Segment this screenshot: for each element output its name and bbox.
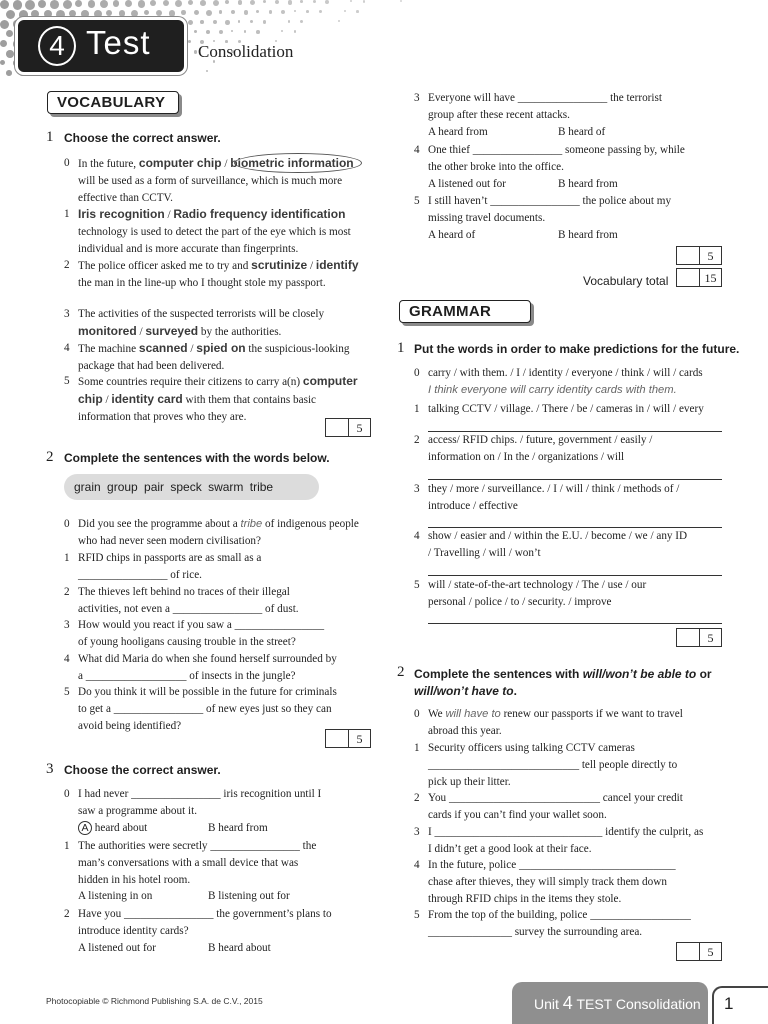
decorative-dot [0, 40, 7, 47]
decorative-dot [313, 0, 316, 3]
decorative-dot [150, 0, 156, 6]
decorative-dot [256, 10, 259, 13]
item-number: 1 [414, 403, 420, 415]
decorative-dot [6, 30, 13, 37]
decorative-dot [231, 10, 235, 14]
decorative-dot [213, 20, 217, 24]
score-max: 5 [707, 945, 714, 959]
item-number: 0 [414, 367, 420, 379]
decorative-dot [81, 10, 89, 18]
item-number: 0 [64, 157, 70, 169]
vocabulary-section-label: VOCABULARY [47, 91, 179, 114]
option-b[interactable]: heard about [218, 941, 271, 954]
item-text: group after these recent attacks. [428, 108, 570, 121]
item-number: 3 [64, 619, 70, 631]
item-text[interactable]: _______________ survey the surrounding area. [428, 925, 643, 938]
answer-line[interactable] [428, 418, 722, 432]
item-text: introduce identity cards? [78, 924, 189, 937]
item-text[interactable]: From the top of the building, police __________________ [428, 909, 691, 921]
decorative-dot [188, 40, 191, 43]
item-text: saw a programme about it. [78, 804, 197, 817]
score-box[interactable] [676, 628, 722, 647]
item-text: avoid being identified? [78, 719, 182, 732]
list-item [414, 824, 724, 858]
decorative-dot [88, 0, 96, 8]
decorative-dot [350, 0, 352, 2]
item-text: hidden in his hotel room. [78, 873, 191, 886]
example-answer: tribe [240, 518, 263, 530]
item-text: Some countries require their citizens to carry a(n) [78, 376, 303, 388]
decorative-dot [194, 30, 197, 33]
decorative-dot [188, 20, 193, 25]
title-text: Complete the sentences with [414, 667, 583, 681]
decorative-dot [219, 10, 223, 14]
answer-line[interactable] [428, 610, 722, 624]
decorative-dot [256, 30, 260, 34]
title-emphasis: will/won’t have to [414, 684, 514, 698]
list-item: 5 I still haven’t ________________ the police about my missing travel documents. A heard of B heard from [414, 193, 724, 243]
decorative-dot [38, 0, 46, 8]
item-text[interactable]: One thief ________________ someone passing by, while [428, 144, 685, 156]
decorative-dot [225, 0, 229, 4]
item-text[interactable]: In the future, police ____________________________ [428, 859, 676, 871]
decorative-dot [200, 0, 206, 6]
item-number: 2 [414, 792, 420, 804]
decorative-dot [194, 50, 198, 54]
option-a[interactable]: listening in on [88, 890, 153, 903]
decorative-dot [119, 10, 126, 17]
unit-number: 4 [562, 993, 573, 1013]
decorative-dot [275, 0, 279, 4]
item-text: The activities of the suspected terrorists will be closely [78, 308, 325, 320]
decorative-dot [206, 70, 208, 72]
item-number: 3 [64, 308, 70, 320]
exercise-title: Choose the correct answer. [64, 763, 221, 777]
decorative-dot [238, 0, 243, 5]
decorative-dot [294, 10, 296, 12]
option-b[interactable]: heard from [568, 177, 618, 190]
list-item [414, 432, 734, 466]
decorative-dot [263, 0, 266, 3]
decorative-dot [194, 10, 199, 15]
score-input[interactable] [677, 943, 700, 960]
decorative-dot [44, 10, 52, 18]
item-text: / Travelling / will / won’t [428, 546, 541, 559]
decorative-dot [100, 0, 108, 8]
page-number: 1 [712, 986, 768, 1024]
item-text: introduce / effective [428, 499, 518, 512]
exercise-title: Complete the sentences with the words below. [64, 451, 330, 465]
item-text: of indigenous people who had never seen modern civilisation? [78, 518, 359, 547]
item-text: RFID chips in passports are as small as a [78, 552, 262, 564]
decorative-dot [244, 10, 249, 15]
footer-text: TEST Consolidation [572, 996, 701, 1012]
item-text: the suspicious-looking package that had been delivered. [78, 343, 350, 372]
item-number: 5 [414, 195, 420, 207]
item-number: 2 [414, 434, 420, 446]
option-a[interactable]: scrutinize [251, 258, 308, 272]
item-text: chase after thieves, they will simply track them down [428, 875, 667, 888]
decorative-dot [300, 20, 303, 23]
decorative-dot [288, 0, 293, 5]
item-number: 0 [64, 518, 70, 530]
item-text: I didn’t get a good look at their face. [428, 842, 592, 855]
decorative-dot [50, 0, 59, 9]
option-a[interactable]: listened out for [438, 177, 506, 190]
item-text[interactable]: Have you ________________ the government’s plans to [78, 908, 332, 920]
option-b[interactable]: heard from [568, 228, 618, 241]
decorative-dot [106, 10, 112, 16]
decorative-dot [6, 50, 14, 58]
item-text: The thieves left behind no traces of their illegal [78, 586, 290, 598]
item-text[interactable]: The authorities were secretly ________________ the [78, 840, 317, 852]
score-input[interactable] [326, 730, 349, 747]
example-answer: I think everyone will carry identity cards with them. [428, 383, 677, 396]
score-input[interactable] [326, 419, 349, 436]
item-text: Security officers using talking CCTV cameras [428, 742, 635, 754]
decorative-dot [363, 0, 366, 3]
item-text: of young hooligans causing trouble in the street? [78, 635, 296, 648]
decorative-dot [338, 20, 340, 22]
item-text: through RFID chips in the items they stole. [428, 892, 622, 905]
score-box[interactable] [676, 942, 722, 961]
item-number: 4 [414, 859, 420, 871]
list-item [64, 684, 369, 734]
list-item [414, 481, 734, 515]
option-a[interactable]: listened out for [88, 941, 156, 954]
item-text: will be used as a form of surveillance, which is much more effective than CCTV. [78, 174, 343, 204]
decorative-dot [131, 10, 138, 17]
item-text[interactable]: to get a ________________ of new eyes just so they can [78, 702, 332, 715]
item-text: cards if you can’t find your wallet soon. [428, 808, 607, 821]
decorative-dot [19, 10, 29, 20]
list-item: 4 One thief ________________ someone passing by, while the other broke into the office. A listened out for B heard from [414, 142, 724, 192]
list-item: 3 Everyone will have ________________ the terrorist group after these recent attacks. A heard from B heard of [414, 90, 724, 140]
list-item [64, 257, 364, 292]
decorative-dot [400, 0, 402, 2]
decorative-dot [281, 10, 285, 14]
decorative-dot [325, 0, 329, 4]
item-text: We [428, 708, 446, 720]
decorative-dot [175, 0, 182, 7]
list-item [414, 577, 734, 611]
option-a[interactable]: Iris recognition [78, 207, 165, 221]
item-number: 5 [414, 579, 420, 591]
decorative-dot [219, 30, 223, 34]
item-text: carry / with them. / I / identity / everyone / think / will / cards [428, 367, 703, 379]
item-text[interactable]: ___________________________ tell people directly to [428, 758, 678, 771]
item-text: by the authorities. [198, 325, 282, 338]
item-number: 1 [64, 552, 70, 564]
list-item [414, 857, 714, 907]
score-input[interactable] [677, 247, 700, 264]
item-number: 1 [414, 742, 420, 754]
option-a[interactable]: heard of [438, 228, 476, 241]
option-a[interactable]: heard from [438, 125, 488, 138]
list-item [414, 401, 734, 418]
list-item [414, 528, 734, 562]
vocabulary-total-label: Vocabulary total [583, 274, 669, 288]
option-b[interactable]: listening out for [218, 890, 290, 903]
option-separator: / [136, 325, 146, 338]
decorative-dot [25, 0, 35, 10]
answer-circle [234, 153, 362, 173]
item-number: 5 [64, 686, 70, 698]
decorative-dot [306, 10, 309, 13]
item-number: 4 [64, 653, 70, 665]
item-text: The machine [78, 343, 139, 355]
list-item [64, 306, 364, 341]
exercise-number: 2 [46, 449, 54, 465]
decorative-dot [244, 30, 247, 33]
score-max: 5 [356, 732, 363, 746]
grammar-section-label: GRAMMAR [399, 300, 531, 323]
option-a[interactable]: heard about [94, 821, 148, 834]
option-b[interactable]: Radio frequency identification [173, 207, 346, 221]
item-number: 1 [64, 208, 70, 220]
decorative-dot [63, 0, 72, 9]
exercise-number: 3 [46, 761, 54, 777]
decorative-dot [288, 20, 291, 23]
decorative-dot [138, 0, 146, 8]
exercise-number: 1 [46, 129, 54, 145]
item-text[interactable]: I ______________________________ identify the culprit, as [428, 826, 704, 838]
score-input[interactable] [677, 629, 700, 646]
list-item [414, 706, 714, 740]
item-number: 2 [64, 908, 70, 920]
option-b[interactable]: identify [315, 258, 359, 272]
example-answer: will have to [445, 708, 501, 720]
option-a[interactable]: computer chip [78, 374, 358, 406]
decorative-dot [6, 70, 12, 76]
decorative-dot [344, 10, 346, 12]
decorative-dot [294, 30, 297, 33]
item-text[interactable]: activities, not even a ________________ of dust. [78, 602, 299, 615]
total-score-box[interactable] [676, 268, 722, 287]
score-input[interactable] [677, 269, 700, 286]
list-item: 2 Have you ________________ the government’s plans to introduce identity cards? A listened out for B heard about [64, 906, 364, 956]
list-item [64, 651, 364, 685]
item-text[interactable]: You ___________________________ cancel your credit [428, 792, 683, 804]
exercise-number: 2 [397, 664, 405, 680]
item-number: 5 [414, 909, 420, 921]
item-text: talking CCTV / village. / There / be / cameras in / will / every [428, 403, 704, 415]
answer-line[interactable] [428, 514, 722, 528]
option-separator: / [102, 393, 112, 406]
list-item [64, 373, 364, 425]
decorative-dot [281, 30, 283, 32]
item-number: 2 [64, 586, 70, 598]
list-item [64, 516, 364, 550]
decorative-dot [75, 0, 82, 7]
option-b[interactable]: spied on [196, 341, 246, 355]
option-separator: / [221, 158, 231, 170]
item-text: access/ RFID chips. / future, government / easily / [428, 434, 653, 446]
score-box[interactable] [325, 729, 371, 748]
option-a-circled[interactable]: A [78, 821, 92, 835]
list-item [414, 740, 714, 790]
item-text: Do you think it will be possible in the future for criminals [78, 686, 337, 698]
decorative-dot [56, 10, 65, 19]
score-box[interactable] [325, 418, 371, 437]
decorative-dot [156, 10, 162, 16]
list-item [64, 550, 364, 584]
answer-line[interactable] [428, 562, 722, 576]
decorative-dot [31, 10, 39, 18]
item-text: abroad this year. [428, 724, 502, 737]
item-text: the other broke into the office. [428, 160, 564, 173]
option-a[interactable]: computer chip [138, 156, 222, 170]
decorative-dot [250, 0, 255, 5]
decorative-dot [206, 10, 212, 16]
decorative-dot [0, 60, 5, 65]
item-number: 2 [64, 259, 70, 271]
option-separator: / [307, 260, 316, 272]
list-item [64, 340, 364, 375]
item-text[interactable]: Everyone will have ________________ the terrorist [428, 92, 662, 104]
item-text: technology is used to detect the part of the eye which is most individual and is more accurate than fingerprints. [78, 225, 351, 255]
item-number: 1 [64, 840, 70, 852]
test-number: 4 [38, 26, 76, 66]
item-text: renew our passports if we want to travel [503, 708, 683, 720]
decorative-dot [181, 10, 186, 15]
exercise-number: 1 [397, 340, 405, 356]
decorative-dot [0, 20, 9, 29]
title-emphasis: will/won’t be able to [582, 667, 697, 681]
decorative-dot [6, 10, 15, 19]
item-number: 0 [414, 708, 420, 720]
decorative-dot [0, 0, 9, 9]
item-text[interactable]: ________________ of rice. [78, 568, 202, 581]
option-b[interactable]: biometric information [230, 156, 354, 170]
item-text: show / easier and / within the E.U. / become / we / any ID [428, 530, 688, 542]
test-title: Test [86, 24, 151, 61]
item-text: will / state-of-the-art technology / The / use / our [428, 579, 647, 591]
list-item [64, 617, 364, 651]
list-item [64, 584, 364, 618]
option-a[interactable]: scanned [138, 341, 188, 355]
title-text: or [696, 667, 712, 681]
exercise-title: Choose the correct answer. [64, 131, 221, 145]
exercise-title: Put the words in order to make predictions for the future. [414, 342, 740, 356]
item-text[interactable]: I still haven’t ________________ the police about my [428, 195, 672, 207]
item-text[interactable]: How would you react if you saw a ________________ [78, 619, 325, 631]
decorative-dot [13, 0, 23, 10]
item-number: 3 [414, 92, 420, 104]
decorative-dot [356, 10, 359, 13]
decorative-dot [213, 0, 219, 6]
item-number: 3 [414, 826, 420, 838]
list-item [414, 907, 724, 941]
item-number: 4 [414, 144, 420, 156]
decorative-dot [319, 10, 322, 13]
score-max: 5 [707, 631, 714, 645]
option-a[interactable]: monitored [78, 323, 137, 338]
option-b[interactable]: identity card [111, 391, 183, 406]
word-bank: grain group pair speck swarm tribe [64, 474, 319, 500]
item-text: The police officer asked me to try and [78, 260, 252, 272]
item-number: 0 [64, 788, 70, 800]
item-number: 5 [64, 375, 70, 387]
item-text: with them that contains basic information that proves who they are. [78, 393, 317, 423]
option-b[interactable]: surveyed [145, 323, 199, 338]
list-item [414, 790, 714, 824]
decorative-dot [250, 20, 253, 23]
exercise-title: Complete the sentences with will/won’t be able to or will/won’t have to. [414, 667, 712, 698]
decorative-dot [269, 10, 273, 14]
item-text: pick up their litter. [428, 775, 511, 788]
decorative-dot [206, 30, 210, 34]
decorative-dot [163, 0, 169, 6]
decorative-dot [225, 20, 230, 25]
decorative-dot [300, 0, 303, 3]
decorative-dot [188, 0, 193, 5]
item-text: the man in the line-up who I thought stole my passport. [78, 276, 326, 289]
item-text: man’s conversations with a small device that was [78, 856, 299, 869]
score-max: 5 [707, 249, 714, 263]
option-b[interactable]: heard from [218, 821, 268, 834]
decorative-dot [69, 10, 76, 17]
item-text[interactable]: I had never ________________ iris recognition until I [78, 788, 322, 800]
item-text: information on / In the / organizations / will [428, 450, 625, 463]
answer-line[interactable] [428, 466, 722, 480]
decorative-dot [231, 30, 233, 32]
decorative-dot [263, 20, 267, 24]
item-text: In the future, [78, 158, 139, 170]
item-text: missing travel documents. [428, 211, 546, 224]
page-subtitle: Consolidation [198, 42, 294, 61]
list-item: 0 I had never ________________ iris recognition until I saw a programme about it. A heard about B heard from [64, 786, 364, 836]
score-max: 5 [356, 421, 363, 435]
copyright-notice: Photocopiable © Richmond Publishing S.A. de C.V., 2015 [46, 996, 263, 1006]
item-number: 4 [64, 342, 70, 354]
decorative-dot [125, 0, 132, 7]
decorative-dot [94, 10, 102, 18]
list-item: 1 The authorities were secretly ________________ the man’s conversations with a small device that was hidden in his hotel room. A listening in on B listening out for [64, 838, 364, 905]
decorative-dot [169, 10, 176, 17]
item-text: personal / police / to / security. / improve [428, 595, 612, 608]
unit-footer-tab [512, 982, 708, 1024]
option-b[interactable]: heard of [568, 125, 606, 138]
item-number: 4 [414, 530, 420, 542]
option-separator: / [187, 343, 197, 355]
item-text[interactable]: a __________________ of insects in the jungle? [78, 669, 296, 682]
option-separator: / [164, 209, 174, 221]
footer-text: Unit [534, 996, 563, 1012]
decorative-dot [144, 10, 149, 15]
decorative-dot [238, 20, 241, 23]
item-text: Did you see the programme about a [78, 518, 241, 530]
decorative-dot [200, 20, 204, 24]
list-item [414, 365, 734, 399]
item-number: 3 [414, 483, 420, 495]
decorative-dot [113, 0, 120, 7]
list-item [64, 206, 364, 257]
item-text: they / more / surveillance. / I / will / think / methods of / [428, 483, 680, 495]
score-max: 15 [704, 271, 717, 285]
score-box[interactable] [676, 246, 722, 265]
item-text: What did Maria do when she found herself surrounded by [78, 653, 337, 665]
